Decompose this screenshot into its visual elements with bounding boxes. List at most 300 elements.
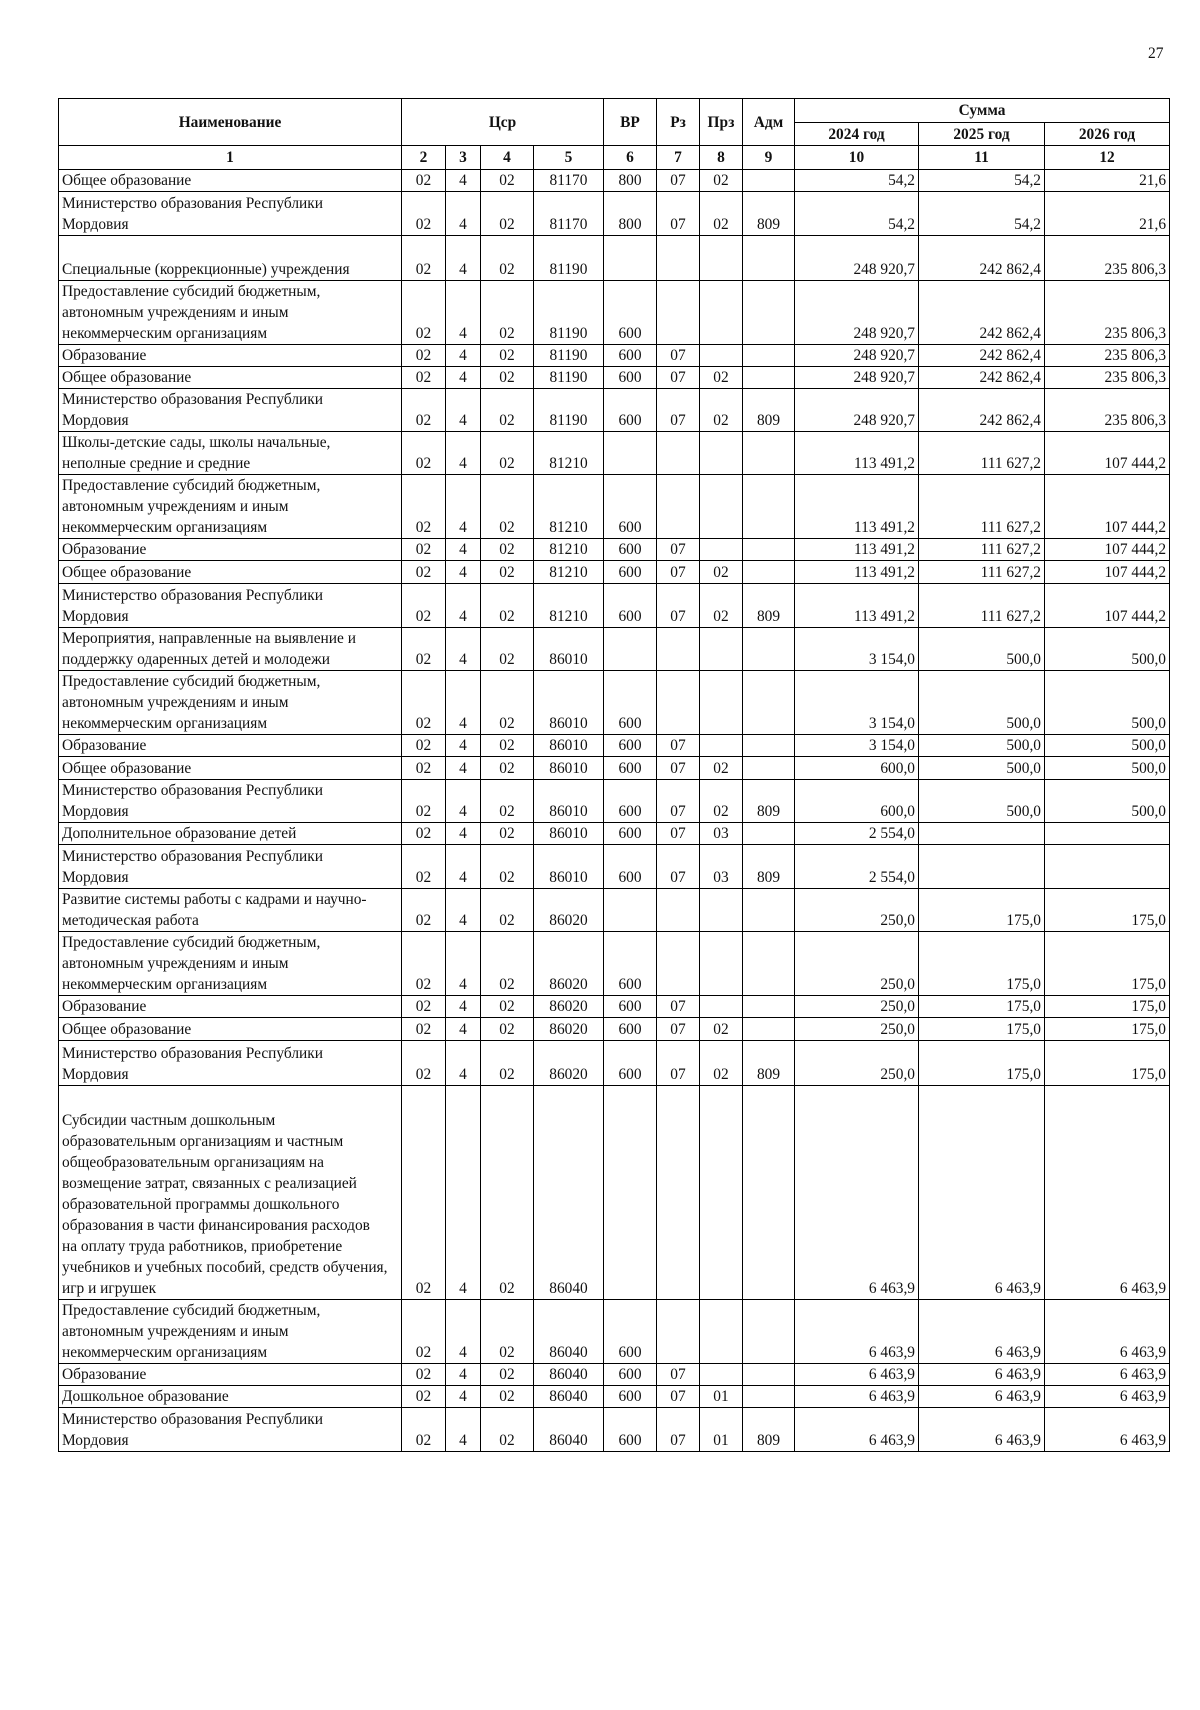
rz-code: 07 [657,170,700,192]
row-name: Министерство образования Республики Мордовия [59,780,402,823]
prz-code: 02 [700,367,743,389]
csr-part-2: 4 [446,367,481,389]
row-name: Общее образование [59,757,402,780]
sum-2026: 175,0 [1045,996,1170,1018]
table-row [59,932,1170,996]
row-name: Образование [59,539,402,561]
prz-code [700,475,743,539]
vr-code: 600 [604,1018,657,1041]
sum-2024: 6 463,9 [795,1364,919,1386]
table-row [59,671,1170,735]
header-year-2025: 2025 год [919,123,1045,146]
rz-code [657,1086,700,1300]
table-row [59,1041,1170,1086]
sum-2026: 500,0 [1045,780,1170,823]
adm-code [743,735,795,757]
prz-code [700,345,743,367]
vr-code: 600 [604,780,657,823]
sum-2026: 235 806,3 [1045,236,1170,281]
sum-2026: 500,0 [1045,628,1170,671]
csr-part-4: 81190 [534,281,604,345]
csr-part-3: 02 [481,236,534,281]
csr-part-4: 81190 [534,367,604,389]
vr-code: 600 [604,281,657,345]
rz-code [657,889,700,932]
csr-part-3: 02 [481,1300,534,1364]
csr-part-4: 86020 [534,932,604,996]
page-number: 27 [1148,45,1164,62]
sum-2025: 242 862,4 [919,281,1045,345]
table-row [59,1386,1170,1408]
csr-part-3: 02 [481,780,534,823]
sum-2025: 6 463,9 [919,1408,1045,1452]
prz-code [700,432,743,475]
sum-2026: 500,0 [1045,757,1170,780]
sum-2025: 175,0 [919,932,1045,996]
header-sum: Сумма [795,99,1170,123]
csr-part-1: 02 [402,823,446,845]
vr-code: 800 [604,192,657,236]
vr-code: 600 [604,823,657,845]
prz-code: 02 [700,584,743,628]
vr-code: 600 [604,1300,657,1364]
table-row [59,735,1170,757]
vr-code: 600 [604,584,657,628]
csr-part-1: 02 [402,845,446,889]
rz-code: 07 [657,1364,700,1386]
prz-code: 02 [700,192,743,236]
rz-code: 07 [657,780,700,823]
table-row [59,170,1170,192]
table-row [59,996,1170,1018]
csr-part-2: 4 [446,170,481,192]
csr-part-2: 4 [446,432,481,475]
prz-code: 01 [700,1386,743,1408]
rz-code [657,281,700,345]
csr-part-4: 86040 [534,1386,604,1408]
csr-part-4: 86020 [534,889,604,932]
sum-2025: 175,0 [919,996,1045,1018]
vr-code: 600 [604,475,657,539]
prz-code: 02 [700,757,743,780]
sum-2026: 235 806,3 [1045,281,1170,345]
row-name: Субсидии частным дошкольным образовательным организациям и частным общеобразовательным организациям на возмещение затрат, связанных с реализацией образовательной программы дошкольного образования в части финансирования расходов на оплату труда работников, приобретение учебников и учебных пособий, средств обучения, игр и игрушек [59,1086,402,1300]
csr-part-4: 86010 [534,823,604,845]
csr-part-3: 02 [481,1408,534,1452]
table-row [59,823,1170,845]
adm-code: 809 [743,1408,795,1452]
table-row [59,1086,1170,1300]
sum-2024: 600,0 [795,757,919,780]
header-csr: Цср [402,99,604,146]
rz-code: 07 [657,584,700,628]
vr-code: 600 [604,1364,657,1386]
csr-part-1: 02 [402,780,446,823]
csr-part-2: 4 [446,584,481,628]
csr-part-4: 86010 [534,845,604,889]
sum-2025: 111 627,2 [919,432,1045,475]
vr-code: 600 [604,932,657,996]
csr-part-4: 81210 [534,561,604,584]
prz-code [700,932,743,996]
adm-code [743,889,795,932]
vr-code: 600 [604,367,657,389]
csr-part-3: 02 [481,281,534,345]
csr-part-1: 02 [402,1041,446,1086]
sum-2024: 250,0 [795,889,919,932]
csr-part-4: 86010 [534,735,604,757]
csr-part-1: 02 [402,432,446,475]
header-name: Наименование [59,99,402,146]
sum-2026: 6 463,9 [1045,1408,1170,1452]
sum-2024: 250,0 [795,1018,919,1041]
column-number: 1 [59,146,402,170]
rz-code [657,432,700,475]
row-name: Специальные (коррекционные) учреждения [59,236,402,281]
column-number: 5 [534,146,604,170]
sum-2026: 6 463,9 [1045,1086,1170,1300]
column-number: 8 [700,146,743,170]
table-row [59,845,1170,889]
prz-code [700,236,743,281]
row-name: Общее образование [59,170,402,192]
csr-part-3: 02 [481,628,534,671]
sum-2025: 500,0 [919,780,1045,823]
rz-code [657,236,700,281]
vr-code: 600 [604,757,657,780]
row-name: Министерство образования Республики Мордовия [59,389,402,432]
prz-code [700,539,743,561]
csr-part-2: 4 [446,1041,481,1086]
adm-code: 809 [743,584,795,628]
sum-2025: 6 463,9 [919,1364,1045,1386]
sum-2024: 2 554,0 [795,823,919,845]
rz-code: 07 [657,735,700,757]
vr-code: 600 [604,539,657,561]
header-year-2026: 2026 год [1045,123,1170,146]
csr-part-4: 81210 [534,539,604,561]
sum-2024: 113 491,2 [795,475,919,539]
rz-code [657,628,700,671]
csr-part-2: 4 [446,757,481,780]
vr-code: 600 [604,389,657,432]
sum-2026: 175,0 [1045,1018,1170,1041]
row-name: Общее образование [59,367,402,389]
csr-part-2: 4 [446,281,481,345]
header-vr: ВР [604,99,657,146]
prz-code: 02 [700,780,743,823]
csr-part-4: 81210 [534,432,604,475]
csr-part-1: 02 [402,475,446,539]
vr-code [604,1086,657,1300]
row-name: Министерство образования Республики Мордовия [59,584,402,628]
sum-2024: 3 154,0 [795,735,919,757]
csr-part-2: 4 [446,1386,481,1408]
adm-code [743,823,795,845]
column-number: 10 [795,146,919,170]
column-number: 6 [604,146,657,170]
sum-2026: 175,0 [1045,1041,1170,1086]
row-name: Дополнительное образование детей [59,823,402,845]
prz-code: 02 [700,1041,743,1086]
prz-code: 03 [700,823,743,845]
adm-code [743,1086,795,1300]
rz-code: 07 [657,823,700,845]
adm-code [743,236,795,281]
adm-code [743,671,795,735]
rz-code: 07 [657,1386,700,1408]
csr-part-3: 02 [481,757,534,780]
csr-part-3: 02 [481,1386,534,1408]
sum-2025 [919,845,1045,889]
vr-code: 600 [604,1041,657,1086]
rz-code: 07 [657,1408,700,1452]
sum-2025: 242 862,4 [919,389,1045,432]
column-number: 4 [481,146,534,170]
row-name: Общее образование [59,1018,402,1041]
prz-code: 02 [700,389,743,432]
csr-part-1: 02 [402,236,446,281]
csr-part-2: 4 [446,236,481,281]
row-name: Предоставление субсидий бюджетным, автономным учреждениям и иным некоммерческим организациям [59,671,402,735]
sum-2026: 235 806,3 [1045,345,1170,367]
rz-code: 07 [657,389,700,432]
row-name: Мероприятия, направленные на выявление и поддержку одаренных детей и молодежи [59,628,402,671]
csr-part-3: 02 [481,1018,534,1041]
rz-code: 07 [657,1041,700,1086]
csr-part-4: 86010 [534,757,604,780]
adm-code: 809 [743,192,795,236]
prz-code: 01 [700,1408,743,1452]
vr-code: 600 [604,1408,657,1452]
column-numbers-row [59,146,1170,170]
csr-part-1: 02 [402,584,446,628]
csr-part-1: 02 [402,539,446,561]
csr-part-4: 81190 [534,345,604,367]
sum-2024: 113 491,2 [795,561,919,584]
csr-part-1: 02 [402,1018,446,1041]
csr-part-1: 02 [402,1364,446,1386]
csr-part-1: 02 [402,671,446,735]
adm-code [743,345,795,367]
prz-code: 03 [700,845,743,889]
adm-code: 809 [743,845,795,889]
row-name: Министерство образования Республики Мордовия [59,1408,402,1452]
sum-2025: 500,0 [919,628,1045,671]
row-name: Образование [59,345,402,367]
row-name: Предоставление субсидий бюджетным, автономным учреждениям и иным некоммерческим организациям [59,1300,402,1364]
sum-2025: 500,0 [919,735,1045,757]
sum-2026: 175,0 [1045,889,1170,932]
column-number: 2 [402,146,446,170]
csr-part-2: 4 [446,671,481,735]
csr-part-3: 02 [481,735,534,757]
rz-code: 07 [657,845,700,889]
sum-2024: 54,2 [795,192,919,236]
adm-code [743,367,795,389]
rz-code: 07 [657,539,700,561]
table-row [59,539,1170,561]
sum-2024: 6 463,9 [795,1086,919,1300]
csr-part-3: 02 [481,345,534,367]
csr-part-3: 02 [481,1041,534,1086]
sum-2026: 21,6 [1045,192,1170,236]
csr-part-3: 02 [481,671,534,735]
csr-part-4: 81210 [534,584,604,628]
table-body [59,170,1170,1452]
header-rz: Рз [657,99,700,146]
rz-code [657,671,700,735]
sum-2024: 3 154,0 [795,628,919,671]
csr-part-2: 4 [446,932,481,996]
vr-code [604,889,657,932]
rz-code: 07 [657,996,700,1018]
vr-code [604,432,657,475]
csr-part-3: 02 [481,932,534,996]
sum-2025 [919,823,1045,845]
csr-part-1: 02 [402,367,446,389]
csr-part-4: 86040 [534,1086,604,1300]
rz-code: 07 [657,561,700,584]
csr-part-2: 4 [446,1018,481,1041]
row-name: Министерство образования Республики Мордовия [59,1041,402,1086]
row-name: Министерство образования Республики Мордовия [59,845,402,889]
sum-2025: 6 463,9 [919,1086,1045,1300]
sum-2026: 6 463,9 [1045,1386,1170,1408]
sum-2025: 500,0 [919,757,1045,780]
csr-part-1: 02 [402,1300,446,1364]
csr-part-2: 4 [446,1300,481,1364]
vr-code: 600 [604,671,657,735]
adm-code: 809 [743,389,795,432]
column-number: 3 [446,146,481,170]
rz-code: 07 [657,757,700,780]
csr-part-4: 86010 [534,628,604,671]
sum-2025: 54,2 [919,192,1045,236]
prz-code: 02 [700,1018,743,1041]
csr-part-3: 02 [481,192,534,236]
table-row [59,1364,1170,1386]
prz-code [700,889,743,932]
csr-part-2: 4 [446,780,481,823]
rz-code: 07 [657,345,700,367]
sum-2024: 6 463,9 [795,1408,919,1452]
header-year-2024: 2024 год [795,123,919,146]
sum-2026: 107 444,2 [1045,584,1170,628]
vr-code: 600 [604,735,657,757]
csr-part-4: 81190 [534,236,604,281]
csr-part-4: 86020 [534,1041,604,1086]
row-name: Школы-детские сады, школы начальные, неполные средние и средние [59,432,402,475]
adm-code [743,432,795,475]
sum-2024: 113 491,2 [795,539,919,561]
prz-code [700,996,743,1018]
prz-code [700,628,743,671]
adm-code [743,932,795,996]
table-row [59,367,1170,389]
vr-code: 600 [604,561,657,584]
csr-part-1: 02 [402,561,446,584]
prz-code [700,281,743,345]
adm-code [743,539,795,561]
csr-part-2: 4 [446,389,481,432]
csr-part-1: 02 [402,735,446,757]
sum-2026: 107 444,2 [1045,475,1170,539]
csr-part-4: 86010 [534,780,604,823]
column-number: 12 [1045,146,1170,170]
table-row [59,432,1170,475]
sum-2024: 3 154,0 [795,671,919,735]
sum-2024: 2 554,0 [795,845,919,889]
sum-2025: 111 627,2 [919,475,1045,539]
csr-part-1: 02 [402,889,446,932]
row-name: Предоставление субсидий бюджетным, автономным учреждениям и иным некоммерческим организациям [59,932,402,996]
sum-2024: 54,2 [795,170,919,192]
csr-part-1: 02 [402,996,446,1018]
sum-2024: 248 920,7 [795,389,919,432]
sum-2026: 107 444,2 [1045,539,1170,561]
rz-code: 07 [657,192,700,236]
csr-part-2: 4 [446,996,481,1018]
row-name: Развитие системы работы с кадрами и научно- методическая работа [59,889,402,932]
sum-2024: 250,0 [795,1041,919,1086]
csr-part-3: 02 [481,823,534,845]
table-header [59,99,1170,170]
csr-part-3: 02 [481,584,534,628]
sum-2025: 111 627,2 [919,584,1045,628]
header-adm: Адм [743,99,795,146]
sum-2026: 175,0 [1045,932,1170,996]
column-number: 11 [919,146,1045,170]
adm-code: 809 [743,1041,795,1086]
csr-part-4: 81190 [534,389,604,432]
row-name: Общее образование [59,561,402,584]
csr-part-4: 86040 [534,1300,604,1364]
table-row [59,192,1170,236]
csr-part-3: 02 [481,475,534,539]
sum-2025: 242 862,4 [919,345,1045,367]
adm-code [743,281,795,345]
sum-2025: 242 862,4 [919,367,1045,389]
sum-2025: 175,0 [919,1018,1045,1041]
rz-code: 07 [657,367,700,389]
vr-code: 600 [604,345,657,367]
table-row [59,389,1170,432]
adm-code [743,1386,795,1408]
csr-part-1: 02 [402,1386,446,1408]
sum-2026 [1045,845,1170,889]
csr-part-1: 02 [402,345,446,367]
sum-2024: 113 491,2 [795,584,919,628]
sum-2026: 6 463,9 [1045,1364,1170,1386]
rz-code: 07 [657,1018,700,1041]
csr-part-1: 02 [402,1408,446,1452]
csr-part-3: 02 [481,889,534,932]
vr-code [604,236,657,281]
column-number: 9 [743,146,795,170]
header-row [59,99,1170,123]
adm-code [743,1300,795,1364]
csr-part-3: 02 [481,1364,534,1386]
csr-part-3: 02 [481,432,534,475]
budget-table [58,98,1170,1452]
vr-code [604,628,657,671]
column-number: 7 [657,146,700,170]
adm-code [743,170,795,192]
adm-code [743,475,795,539]
rz-code [657,475,700,539]
csr-part-1: 02 [402,628,446,671]
